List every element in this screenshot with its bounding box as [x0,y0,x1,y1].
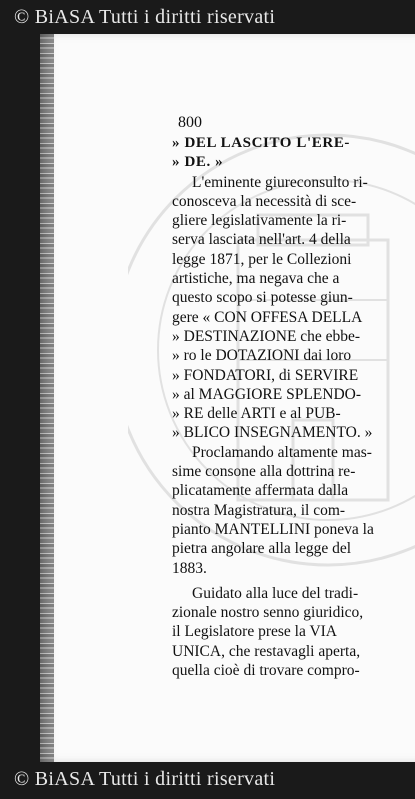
text-line: serva lasciata nell'art. 4 della [172,231,351,249]
text-line: » BLICO INSEGNAMENTO. » [172,424,373,442]
text-line: gliere legislativamente la ri- [172,212,347,230]
text-line: » DESTINAZIONE che ebbe- [172,327,361,345]
text-line: il Legislatore prese la VIA [172,623,337,641]
text-line: plicatamente affermata dalla [172,482,349,500]
text-line: » al MAGGIORE SPLENDO- [172,385,362,403]
text-line: legge 1871, per le Collezioni [172,250,352,268]
text-line: » ro le DOTAZIONI dai loro [172,347,352,365]
copyright-banner-top [0,0,415,34]
text-line: questo scopo si potesse giun- [172,289,353,307]
book-page [40,34,415,762]
text-line: zionale nostro senno giuridico, [172,604,364,622]
page-gutter [40,34,54,762]
page-number: 800 [178,114,202,131]
copyright-text: © BiASA Tutti i diritti riservati [14,5,276,28]
text-line: pietra angolare alla legge del [172,540,352,558]
text-line: artistiche, ma negava che a [172,270,340,288]
copyright-text: © BiASA Tutti i diritti riservati [14,767,276,790]
text-line: nostra Magistratura, il com- [172,501,346,519]
text-line: » FONDATORI, di SERVIRE [172,366,359,384]
text-line: conosceva la necessità di sce- [172,192,357,210]
text-line: Guidato alla luce del tradi- [192,584,359,602]
text-line: quella cioè di trovare compro- [172,662,360,680]
page-text-column [172,114,415,680]
copyright-banner-bottom [0,762,415,796]
text-line: 1883. [172,559,207,577]
text-line: » DE. » [172,154,224,171]
text-line: gere « CON OFFESA DELLA [172,308,363,326]
text-line: L'eminente giureconsulto ri- [192,173,368,191]
text-line: Proclamando altamente mas- [192,443,372,461]
text-line: » RE delle ARTI e al PUB- [172,405,341,423]
text-line: UNICA, che restavagli aperta, [172,642,361,660]
text-line: sime consone alla dottrina re- [172,463,356,481]
text-line: pianto MANTELLINI poneva la [172,520,374,538]
text-line: » DEL LASCITO L'ERE- [172,135,351,151]
